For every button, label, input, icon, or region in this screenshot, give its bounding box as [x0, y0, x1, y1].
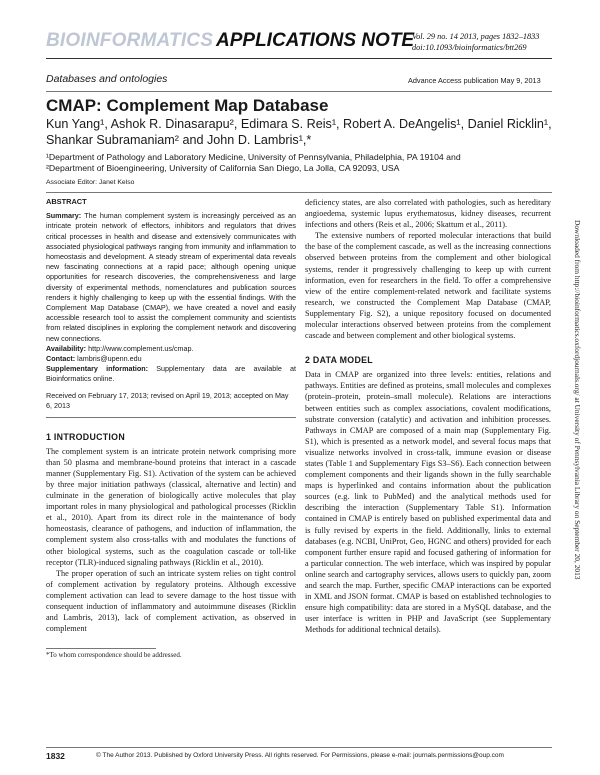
abstract-rule	[46, 417, 296, 418]
authors-line-2: Shankar Subramaniam² and John D. Lambris¹,*	[46, 132, 312, 147]
front-matter-rule	[46, 192, 552, 193]
correspondence-footnote: *To whom correspondence should be addressed.	[46, 651, 182, 660]
availability-link[interactable]: http://www.complement.us/cmap.	[88, 343, 194, 353]
footnote-rule	[46, 648, 156, 649]
abstract-summary	[46, 211, 296, 344]
citation-doi: doi:10.1093/bioinformatics/btt269	[412, 43, 527, 52]
data-model-heading: 2 DATA MODEL	[305, 355, 373, 366]
availability-label: Availability:	[46, 343, 87, 353]
contact-email[interactable]: lambris@upenn.edu	[77, 354, 142, 364]
affiliation-2: ²Department of Bioengineering, University of California San Diego, La Jolla, CA 92093, USA	[46, 163, 400, 173]
publication-date: Advance Access publication May 9, 2013	[408, 76, 541, 85]
footer-rule	[46, 747, 552, 748]
left-column	[46, 197, 296, 659]
supplementary-label: Supplementary information:	[46, 364, 149, 374]
section-label: Databases and ontologies	[46, 73, 168, 85]
intro-paragraph-2: The proper operation of such an intricate system relies on tight control of complement activation by regulatory proteins. Although excessive complement activation can lead to severe damage to the host tissue with consequent induction of inflammatory and autoimmune diseases (Ricklin and Lambris, 2013), lack of complement activation, as observed in complement	[46, 568, 296, 634]
abstract-supplementary	[46, 364, 296, 384]
header-rule	[46, 58, 552, 59]
right-column	[305, 197, 551, 635]
abstract-contact	[46, 354, 296, 364]
received-dates: Received on February 17, 2013; revised on April 19, 2013; accepted on May 6, 2013	[46, 390, 289, 410]
citation-volume: Vol. 29 no. 14 2013, pages 1832–1833	[412, 32, 540, 41]
title-rule	[46, 91, 552, 92]
right-paragraph-2: The extensive numbers of reported molecular interactions that build the base of the complement cascade, as well as the increasing connections observed between proteins from the complement and other biological systems, render it progressively challenging to keep up with current information, even for researchers in the field. To offer a comprehensive view of the entire complement-related network and facilitate systems research, we constructed the Complement Map Database (CMAP, Supplementary Fig. S2), a unique repository focused on documented molecular interactions observed between proteins from the complement cascade and between complement and other biological systems.	[305, 231, 551, 341]
introduction-heading: 1 INTRODUCTION	[46, 431, 125, 442]
citation-block	[412, 31, 539, 53]
supplementary-text: Supplementary data are available at Bioinformatics online.	[46, 364, 297, 384]
associate-editor: Associate Editor: Janet Kelso	[46, 179, 135, 186]
data-model-paragraph: Data in CMAP are organized into three levels: entities, relations and pathways. Entities are defined as proteins, small molecules and complexes (protein–protein, protein–small molecule). Relations are interactions between entities such as complex associations, covalent modifications, substrate conversion (catalytic) and activation and inhibition processes. Pathways in CMAP are composed of a main map (Supplementary Fig. S1), which is presented as a network model, and several focus maps that visualize networks involved in cross-talk, immune evasion or disease states (Table 1 and Supplementary Figs S3–S6). Each connection between complement components and their ligands shown in the fully searchable maps is hyperlinked and contains information about the publication sources (e.g. link to PubMed) and the analytical methods used for describing the interaction (Supplementary Table S1). Information contained in CMAP is entirely based on published experimental data and is fully revised by experts in the field. Additionally, links to external databases (e.g. NCBI, UniProt, Geo, HGNC and others) provided for each component further ensure rapid and focused gathering of information for a particular connection. The web interface, which was inspired by popular online search and cartography services, allows users to quickly pan, zoom and search the map. Further, specific CMAP interactions can be exported in XML and JSON format. CMAP is based on established technologies to ensure high compatibility: data are stored in a MySQL database, and the user interface is written in PHP and JavaScript (see Supplementary Methods for additional technical details).	[305, 370, 551, 635]
copyright-notice: © The Author 2013. Published by Oxford University Press. All rights reserved. For Permissions, please e-mail: journals.permissions@oup.com	[96, 752, 504, 759]
contact-label: Contact:	[46, 354, 76, 364]
summary-label: Summary:	[46, 211, 82, 221]
author-list	[46, 117, 566, 148]
abstract-availability	[46, 344, 296, 354]
intro-paragraph-1: The complement system is an intricate protein network comprising more than 50 plasma and membrane-bound proteins that interact in a cascade manner (Supplementary Fig. S1). Activation of the system can be achieved by three major initiation pathways (classical, alternative and lectin) and culminate in the generation of biologically active molecules that play important roles in many physiological and pathological processes (Ricklin et al., 2010). Apart from its direct role in the maintenance of body homeostasis, clearance of pathogens, and induction of inflammation, the complement system also cross-talks with and modulates the functions of other biological systems, such as the coagulation cascade or toll-like receptor (TLR)-induced signaling pathways (Ricklin et al., 2010).	[46, 446, 296, 567]
abstract-heading: ABSTRACT	[46, 197, 87, 206]
article-type: APPLICATIONS NOTE	[216, 30, 415, 51]
paper-title: CMAP: Complement Map Database	[46, 96, 329, 115]
page-number: 1832	[46, 751, 65, 761]
summary-text: The human complement system is increasingly perceived as an intricate protein network of effectors, inhibitors and regulators that drives critical processes in health and disease and extensively communicates with associated physiological pathways ranging from immunity and inflammation to homeostasis and development. A steady stream of experimental data reveals new fascinating connections at a rapid pace; although opening unique opportunities for research discoveries, the comprehensiveness and large diversity of experimental methods, nomenclatures and publication sources renders it highly challenging to keep up with the essential findings. With the Complement Map Database (CMAP), we have created a novel and easily accessible research tool to assist the complement community and scientists from related disciplines in exploring the complement network and discovering new connections.	[46, 211, 296, 343]
right-paragraph-1: deficiency states, are also correlated with pathologies, such as hereditary angioedema, systemic lupus erythematosus, kidney diseases, recurrent infections and others (Reis et al., 2006; Skattum et al., 2011).	[305, 198, 551, 230]
abstract-box	[46, 197, 296, 411]
download-stamp: Downloaded from http://bioinformatics.oxfordjournals.org/ at University of Pennsylvania Library on September 20, 2013	[573, 220, 582, 580]
journal-name: BIOINFORMATICS	[46, 30, 214, 51]
authors-line-1: Kun Yang¹, Ashok R. Dinasarapu², Edimara S. Reis¹, Robert A. DeAngelis¹, Daniel Ricklin¹,	[46, 117, 552, 131]
affiliation-1: ¹Department of Pathology and Laboratory Medicine, University of Pennsylvania, Philadelphia, PA 19104 and	[46, 152, 461, 162]
